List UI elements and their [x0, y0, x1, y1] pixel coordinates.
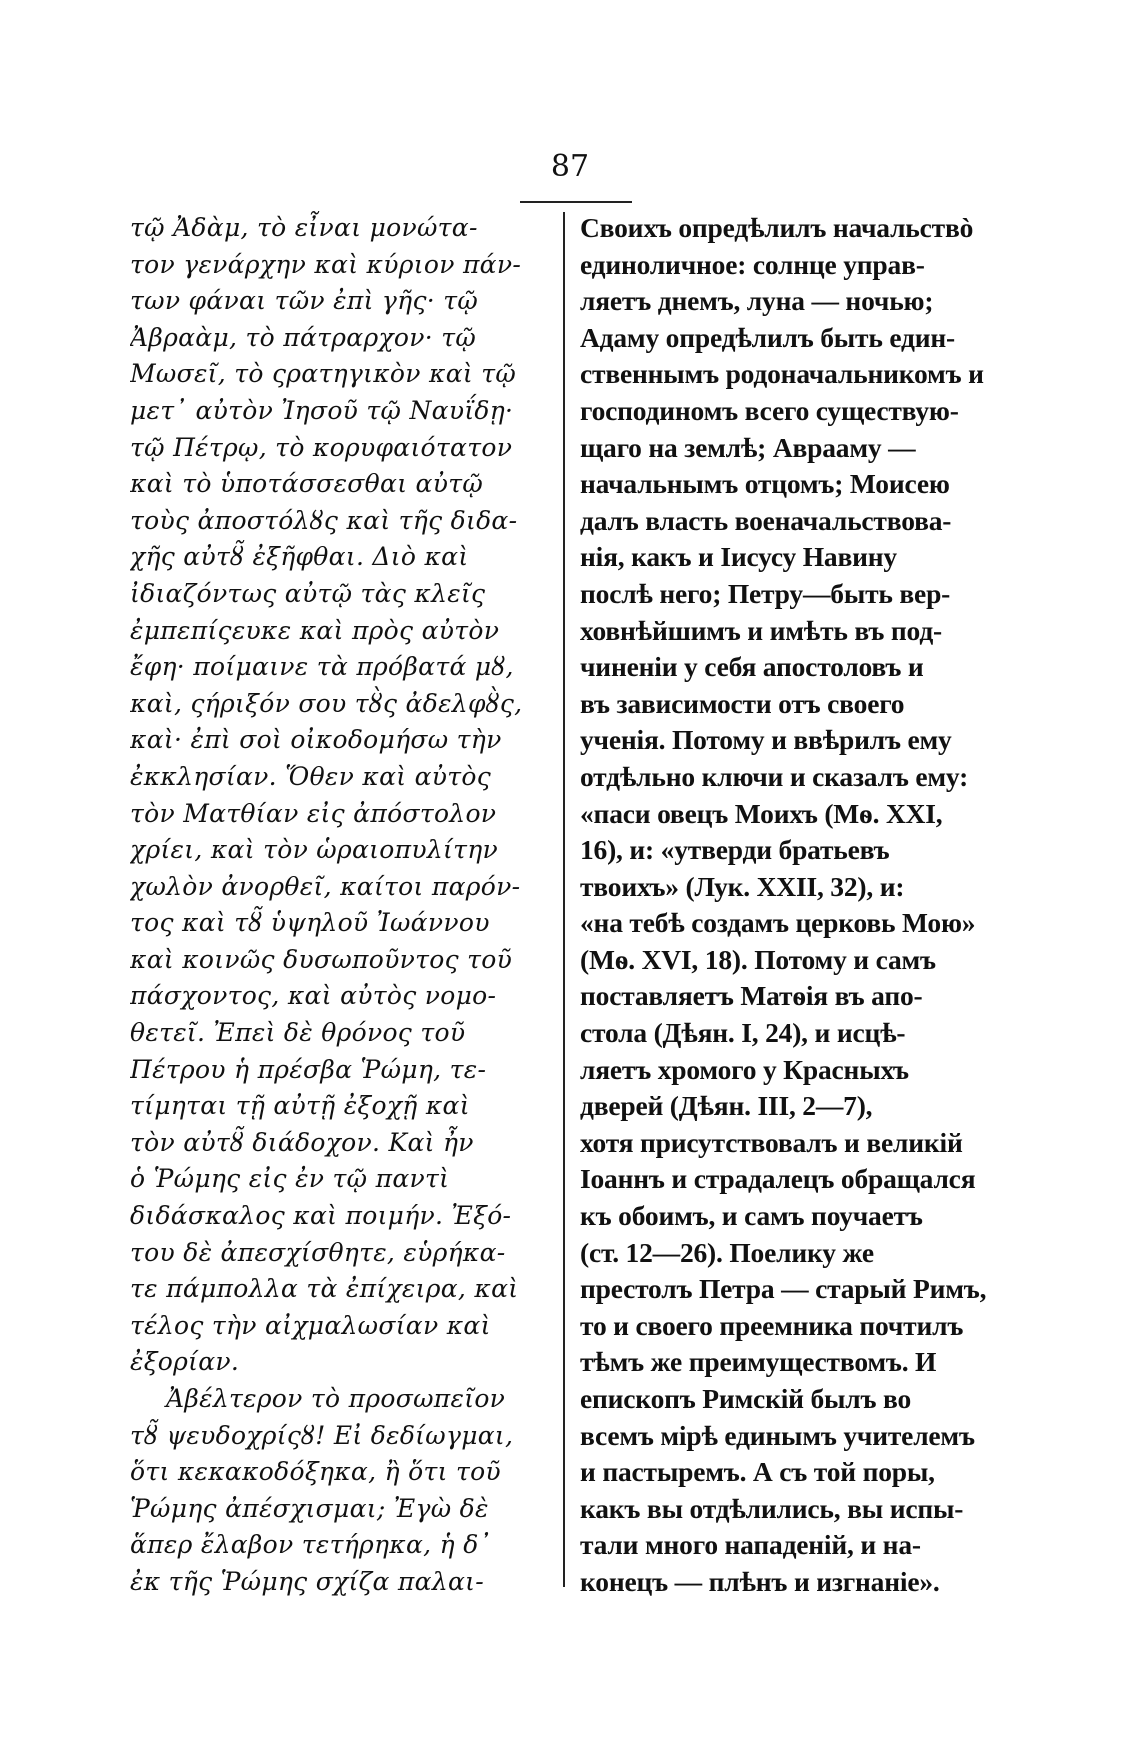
- greek-column-line: ἐκκλησίαν. Ὅθεν καὶ αὐτὸς: [130, 761, 492, 791]
- greek-column-line: Ἀβέλτερον τὸ προσωπεῖον: [166, 1384, 506, 1413]
- russian-column-line: ученія. Потому и ввѣрилъ ему: [580, 724, 952, 756]
- greek-column-line: Μωσεῖ, τὸ ςρατηγικὸν καὶ τῷ: [130, 359, 517, 389]
- greek-column-line: καὶ· ἐπὶ σοὶ οἰκοδομήσω τὴν: [130, 725, 502, 755]
- russian-column-line: господиномъ всего существую-: [580, 394, 959, 426]
- russian-column-line: дверей (Дѣян. III, 2—7),: [580, 1090, 873, 1122]
- russian-column-line: ховнѣйшимъ и имѣть въ под-: [580, 614, 942, 646]
- russian-column-line: стола (Дѣян. I, 24), и исцѣ-: [580, 1017, 906, 1049]
- greek-column-line: ἐμπεπίςευκε καὶ πρὸς αὐτὸν: [130, 615, 500, 645]
- greek-column-line: πάσχοντος, καὶ αὐτὸς νομο-: [130, 981, 497, 1011]
- greek-column-line: χῆς αὐτȣ̃ ἐξῆφθαι. Διὸ καὶ: [130, 542, 469, 572]
- greek-column-line: διδάσκαλος καὶ ποιμήν. Ἐξό-: [130, 1201, 512, 1231]
- russian-column-line: конецъ — плѣнъ и изгнаніе».: [580, 1565, 940, 1597]
- russian-column-line: отдѣльно ключи и сказалъ ему:: [580, 760, 969, 792]
- russian-column-line: «паси овецъ Моихъ (Мѳ. XXI,: [580, 797, 943, 829]
- greek-column-line: τῷ Ἀδὰμ, τὸ εἶναι μονώτα-: [130, 213, 478, 242]
- greek-column-line: τὸν Ματθίαν εἰς ἀπόστολον: [130, 798, 497, 828]
- greek-column-line: μετ᾽ αὐτὸν Ἰησοῦ τῷ Ναυΐδῃ·: [130, 395, 514, 425]
- greek-column-line: τȣ̃ ψευδοχρίςȣ! Εἰ δεδίωγμαι,: [130, 1420, 514, 1450]
- russian-column-line: щаго на землѣ; Аврааму —: [580, 431, 916, 463]
- page-number-rule: [520, 201, 632, 203]
- greek-column-line: ἔφη· ποίμαινε τὰ πρόβατά μȣ,: [130, 652, 514, 682]
- greek-column-line: ἰδιαζόντως αὐτῷ τὰς κλεῖς: [130, 578, 486, 608]
- greek-column-line: των φάναι τῶν ἐπὶ γῆς· τῷ: [130, 286, 479, 316]
- russian-column-line: «на тебѣ создамъ церковь Мою»: [580, 907, 976, 939]
- russian-column-line: далъ власть военачальствова-: [580, 504, 952, 536]
- greek-column-line: τος καὶ τȣ̃ ὑψηλοῦ Ἰωάννου: [130, 908, 490, 938]
- column-divider: [563, 212, 565, 1587]
- greek-column-line: τοὺς ἀποστόλȣς καὶ τῆς διδα-: [130, 505, 518, 535]
- greek-column-line: τῷ Πέτρῳ, τὸ κορυφαιότατον: [130, 432, 513, 462]
- russian-column-line: Адаму опредѣлилъ быть един-: [580, 321, 955, 353]
- greek-column-line: ἐκ τῆς Ῥώμης σχίζα παλαι-: [130, 1566, 485, 1596]
- greek-column-line: Πέτρου ἡ πρέσβα Ῥώμη, τε-: [130, 1054, 487, 1084]
- russian-column-line: всемъ мірѣ единымъ учителемъ: [580, 1419, 975, 1451]
- russian-column-line: престолъ Петра — старый Римъ,: [580, 1273, 987, 1305]
- greek-column-line: ἐξορίαν.: [130, 1347, 240, 1377]
- russian-column-line: Своихъ опредѣлилъ начальствò: [580, 212, 974, 243]
- russian-column-line: твоихъ» (Лук. XXII, 32), и:: [580, 870, 905, 902]
- greek-column-line: χρίει, καὶ τὸν ὡραιοπυλίτην: [130, 835, 499, 865]
- greek-column-line: χωλὸν ἀνορθεῖ, καίτοι παρόν-: [130, 871, 521, 901]
- greek-column-line: Ἀβραὰμ, τὸ πάτραρχον· τῷ: [130, 322, 477, 352]
- russian-column-line: то и своего преемника почтилъ: [580, 1309, 964, 1341]
- greek-column-line: καὶ, ςήριξόν σου τȣ̀ς ἀδελφȣ̀ς,: [130, 688, 523, 718]
- greek-column-line: καὶ τὸ ὑποτάσσεσθαι αὐτῷ: [130, 469, 484, 499]
- russian-column-line: и пастыремъ. А съ той поры,: [580, 1456, 935, 1488]
- russian-column-line: Іоаннъ и страдалецъ обращался: [580, 1163, 976, 1195]
- russian-column-line: послѣ него; Петру—быть вер-: [580, 577, 951, 609]
- russian-column-line: хотя присутствовалъ и великій: [580, 1126, 963, 1158]
- russian-column-line: ляетъ хромого у Красныхъ: [580, 1053, 909, 1085]
- greek-column: [130, 210, 545, 1601]
- greek-column-line: ὁ Ῥώμης εἰς ἐν τῷ παντὶ: [130, 1164, 450, 1194]
- russian-column-line: тали много нападеній, и на-: [580, 1529, 921, 1561]
- russian-column-line: (Мѳ. XVI, 18). Потому и самъ: [580, 943, 936, 975]
- greek-column-line: καὶ κοινῶς δυσωποῦντος τοῦ: [130, 944, 513, 974]
- russian-column-line: къ обоимъ, и самъ поучаетъ: [580, 1200, 923, 1232]
- greek-column-line: ὅτι κεκακοδόξηκα, ἢ ὅτι τοῦ: [130, 1457, 501, 1487]
- russian-column-line: чиненіи у себя апостоловъ и: [580, 651, 924, 683]
- greek-column-line: τέλος τὴν αἰχμαλωσίαν καὶ: [130, 1310, 491, 1340]
- greek-column-line: τον γενάρχην καὶ κύριον πάν-: [130, 249, 522, 279]
- russian-column-line: 16), и: «утверди братьевъ: [580, 834, 890, 866]
- russian-column-line: (ст. 12—26). Поелику же: [580, 1236, 874, 1268]
- russian-column: [580, 210, 1005, 1601]
- russian-column-line: единоличное: солнце управ-: [580, 248, 925, 280]
- greek-column-line: τίμηται τῇ αὐτῇ ἐξοχῇ καὶ: [130, 1091, 470, 1121]
- page-number: 87: [550, 149, 590, 184]
- russian-column-line: нія, какъ и Іисусу Навину: [580, 541, 897, 573]
- russian-column-line: ственнымъ родоначальникомъ и: [580, 358, 984, 390]
- greek-column-line: Ῥώμης ἀπέσχισμαι; Ἐγὼ δὲ: [130, 1493, 489, 1523]
- russian-column-line: ляетъ днемъ, луна — ночью;: [580, 285, 934, 317]
- russian-column-line: какъ вы отдѣлились, вы испы-: [580, 1492, 964, 1524]
- greek-column-line: θετεῖ. Ἐπεὶ δὲ θρόνος τοῦ: [130, 1018, 466, 1048]
- greek-column-line: τε πάμπολλα τὰ ἐπίχειρα, καὶ: [130, 1274, 519, 1304]
- greek-column-line: του δὲ ἀπεσχίσθητε, εὑρήκα-: [130, 1237, 506, 1267]
- russian-column-line: поставляетъ Матѳія въ апо-: [580, 980, 923, 1012]
- greek-column-line: ἅπερ ἔλαβον τετήρηκα, ἡ δ᾽: [130, 1530, 492, 1560]
- russian-column-line: начальнымъ отцомъ; Моисею: [580, 468, 950, 500]
- russian-column-line: тѣмъ же преимуществомъ. И: [580, 1346, 937, 1378]
- greek-column-line: τὸν αὐτȣ̃ διάδοχον. Καὶ ἦν: [130, 1127, 474, 1157]
- russian-column-line: въ зависимости отъ своего: [580, 687, 905, 719]
- russian-column-line: епископъ Римскій былъ во: [580, 1383, 912, 1414]
